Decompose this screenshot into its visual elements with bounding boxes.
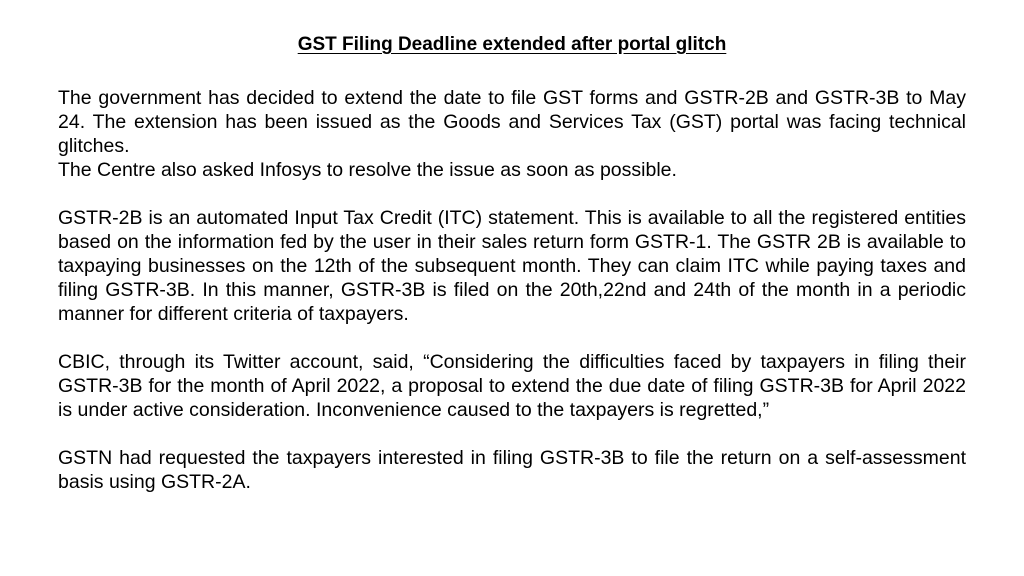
paragraph-4-text: GSTN had requested the taxpayers interested in filing GSTR-3B to file the return on a self-assessment basis using GSTR-2A. <box>58 447 966 493</box>
paragraph-1 <box>58 86 966 182</box>
paragraph-1-followup: The Centre also asked Infosys to resolve the issue as soon as possible. <box>58 159 677 181</box>
article-body <box>58 86 966 494</box>
paragraph-4 <box>58 446 966 494</box>
paragraph-2 <box>58 206 966 326</box>
paragraph-3-text: CBIC, through its Twitter account, said, “Considering the difficulties faced by taxpayers in filing their GSTR-3B for the month of April 2022, a proposal to extend the due date of filing GSTR-3B for April 2022 is under active consideration. Inconvenience caused to the taxpayers is regretted,” <box>58 351 966 421</box>
paragraph-1-text: The government has decided to extend the date to file GST forms and GSTR-2B and GSTR-3B to May 24. The extension has been issued as the Goods and Services Tax (GST) portal was facing technical glitches. <box>58 87 966 157</box>
paragraph-2-text: GSTR-2B is an automated Input Tax Credit (ITC) statement. This is available to all the registered entities based on the information fed by the user in their sales return form GSTR-1. The GSTR 2B is available to taxpaying businesses on the 12th of the subsequent month. They can claim ITC while paying taxes and filing GSTR-3B. In this manner, GSTR-3B is filed on the 20th,22nd and 24th of the month in a periodic manner for different criteria of taxpayers. <box>58 207 966 325</box>
paragraph-3 <box>58 350 966 422</box>
document-title: GST Filing Deadline extended after portal glitch <box>297 34 727 55</box>
